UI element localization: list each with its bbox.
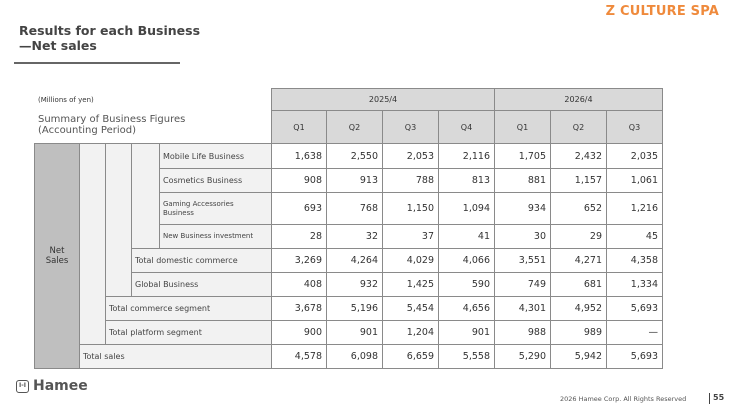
quarter-header: Q4 <box>438 110 495 144</box>
value-cell: 5,454 <box>382 296 439 321</box>
quarter-header: Q2 <box>326 110 383 144</box>
summary-label <box>38 114 185 136</box>
copyright: 2026 Hamee Corp. All Rights Reserved <box>560 395 687 403</box>
title-line-2: —Net sales <box>19 38 97 53</box>
value-cell: 901 <box>326 320 383 345</box>
value-cell: 813 <box>438 168 495 193</box>
value-cell: 5,693 <box>606 344 663 369</box>
value-cell: 881 <box>494 168 551 193</box>
value-cell: 6,659 <box>382 344 439 369</box>
row-label-line-1: Gaming Accessories <box>163 199 234 208</box>
value-cell: 1,061 <box>606 168 663 193</box>
value-cell: 30 <box>494 224 551 249</box>
value-cell: 1,638 <box>271 143 327 169</box>
value-cell: 989 <box>550 320 607 345</box>
value-cell: 2,116 <box>438 143 495 169</box>
quarter-header: Q1 <box>494 110 551 144</box>
value-cell: 749 <box>494 272 551 297</box>
summary-line-1: Summary of Business Figures <box>38 114 186 125</box>
period-header: 2025/4 <box>271 88 495 111</box>
value-cell: 3,678 <box>271 296 327 321</box>
value-cell: 934 <box>494 192 551 225</box>
value-cell: 4,029 <box>382 248 439 273</box>
indent-band <box>105 143 132 297</box>
slide-title <box>19 23 200 53</box>
quarter-header: Q3 <box>606 110 663 144</box>
brand-logo: Z CULTURE SPA <box>605 4 719 19</box>
value-cell: 5,693 <box>606 296 663 321</box>
value-cell: 41 <box>438 224 495 249</box>
hamee-logo-icon: I-I <box>16 380 29 393</box>
net-sales-line-1: Net <box>49 246 65 256</box>
row-label: Global Business <box>131 272 272 297</box>
row-label: New Business investment <box>159 224 272 249</box>
row-label: Total platform segment <box>105 320 272 345</box>
value-cell: 5,942 <box>550 344 607 369</box>
value-cell: 1,157 <box>550 168 607 193</box>
row-label: Total commerce segment <box>105 296 272 321</box>
period-header: 2026/4 <box>494 88 663 111</box>
value-cell: 2,035 <box>606 143 663 169</box>
value-cell: 6,098 <box>326 344 383 369</box>
indent-band <box>79 143 106 345</box>
value-cell: 900 <box>271 320 327 345</box>
value-cell: 3,269 <box>271 248 327 273</box>
indent-band <box>131 143 160 249</box>
hamee-logo <box>16 378 88 394</box>
value-cell: 4,066 <box>438 248 495 273</box>
value-cell: 590 <box>438 272 495 297</box>
page-number: 55 <box>713 393 725 402</box>
row-label: Total sales <box>79 344 272 369</box>
value-cell: 652 <box>550 192 607 225</box>
value-cell: 1,216 <box>606 192 663 225</box>
value-cell: 1,705 <box>494 143 551 169</box>
value-cell: 5,290 <box>494 344 551 369</box>
value-cell: 408 <box>271 272 327 297</box>
value-cell: 913 <box>326 168 383 193</box>
value-cell: 901 <box>438 320 495 345</box>
value-cell: 768 <box>326 192 383 225</box>
page-divider <box>709 393 710 404</box>
value-cell: 4,656 <box>438 296 495 321</box>
value-cell: 45 <box>606 224 663 249</box>
value-cell: 2,432 <box>550 143 607 169</box>
value-cell: 2,550 <box>326 143 383 169</box>
title-underline <box>14 62 180 64</box>
value-cell: 4,271 <box>550 248 607 273</box>
value-cell: 4,301 <box>494 296 551 321</box>
quarter-header: Q1 <box>271 110 327 144</box>
hamee-logo-text: Hamee <box>33 378 88 394</box>
units-note: (Millions of yen) <box>38 96 94 104</box>
value-cell: — <box>606 320 663 345</box>
value-cell: 681 <box>550 272 607 297</box>
value-cell: 32 <box>326 224 383 249</box>
value-cell: 28 <box>271 224 327 249</box>
net-sales-line-2: Sales <box>45 256 69 266</box>
value-cell: 693 <box>271 192 327 225</box>
net-sales-group-label <box>34 143 80 369</box>
value-cell: 37 <box>382 224 439 249</box>
value-cell: 1,094 <box>438 192 495 225</box>
value-cell: 4,358 <box>606 248 663 273</box>
row-label: Mobile Life Business <box>159 143 272 169</box>
row-label: Total domestic commerce <box>131 248 272 273</box>
row-label: Cosmetics Business <box>159 168 272 193</box>
value-cell: 4,264 <box>326 248 383 273</box>
value-cell: 932 <box>326 272 383 297</box>
summary-line-2: (Accounting Period) <box>38 125 137 136</box>
quarter-header: Q3 <box>382 110 439 144</box>
row-label-line-2: Business <box>163 208 194 217</box>
value-cell: 1,425 <box>382 272 439 297</box>
value-cell: 5,558 <box>438 344 495 369</box>
value-cell: 788 <box>382 168 439 193</box>
title-line-1: Results for each Business <box>19 23 201 38</box>
value-cell: 3,551 <box>494 248 551 273</box>
value-cell: 988 <box>494 320 551 345</box>
value-cell: 1,204 <box>382 320 439 345</box>
value-cell: 908 <box>271 168 327 193</box>
value-cell: 1,150 <box>382 192 439 225</box>
value-cell: 29 <box>550 224 607 249</box>
value-cell: 5,196 <box>326 296 383 321</box>
row-label <box>159 192 272 225</box>
value-cell: 4,578 <box>271 344 327 369</box>
value-cell: 1,334 <box>606 272 663 297</box>
value-cell: 2,053 <box>382 143 439 169</box>
quarter-header: Q2 <box>550 110 607 144</box>
value-cell: 4,952 <box>550 296 607 321</box>
